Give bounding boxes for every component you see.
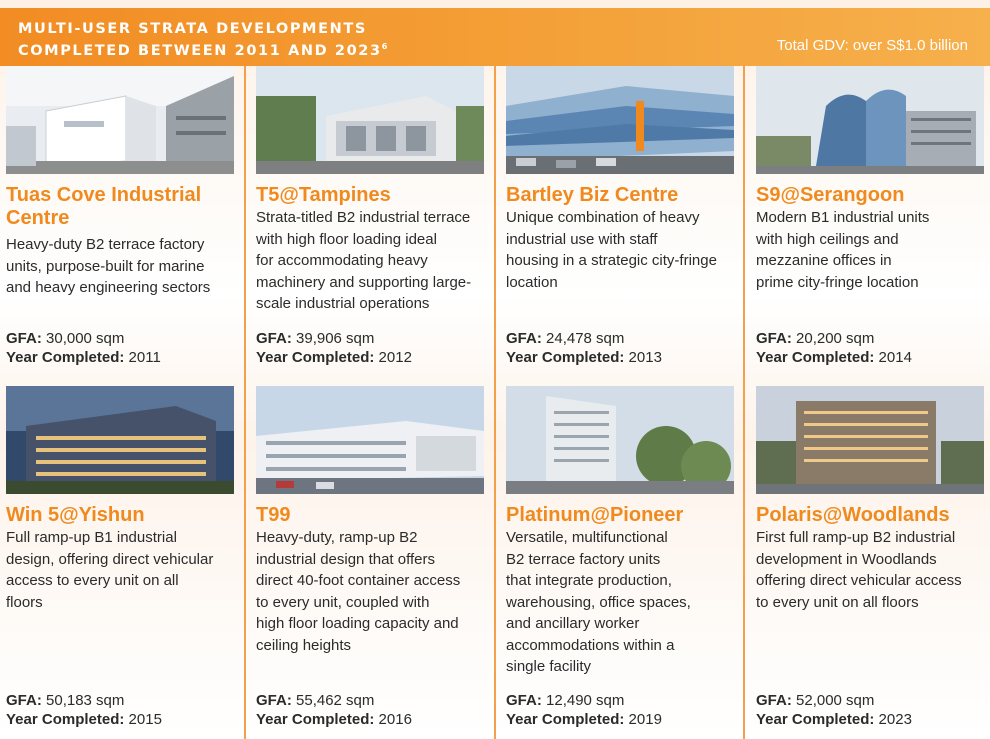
project-year: Year Completed: 2019 [506, 711, 662, 728]
project-year: Year Completed: 2015 [6, 711, 162, 728]
project-photo [6, 386, 234, 494]
project-description: First full ramp-up B2 industrial development in Woodlands offering direct vehicular access to every unit on all floors [756, 529, 962, 611]
project-gfa: GFA: 24,478 sqm [506, 330, 625, 347]
project-year: Year Completed: 2023 [756, 711, 912, 728]
project-year: Year Completed: 2013 [506, 349, 662, 366]
project-year: Year Completed: 2014 [756, 349, 912, 366]
project-name: T5@Tampines [256, 184, 391, 206]
project-name: Bartley Biz Centre [506, 184, 679, 206]
project-gfa: GFA: 52,000 sqm [756, 692, 875, 709]
project-card-platinum-pioneer [506, 386, 734, 736]
project-card-s9-serangoon [756, 66, 984, 366]
project-description: Full ramp-up B1 industrial design, offering direct vehicular access to every unit on all floors [6, 529, 214, 611]
project-name: Platinum@Pioneer [506, 504, 684, 526]
project-name: Tuas Cove Industrial Centre [6, 184, 202, 229]
column-divider [244, 66, 246, 739]
page-title: MULTI-USER STRATA DEVELOPMENTS COMPLETED BETWEEN 2011 AND 2023$^6$ [18, 21, 388, 59]
project-gfa: GFA: 39,906 sqm [256, 330, 375, 347]
project-gfa: GFA: 55,462 sqm [256, 692, 375, 709]
project-description: Heavy-duty B2 terrace factory units, purpose-built for marine and heavy engineering sectors [6, 236, 211, 296]
project-year: Year Completed: 2012 [256, 349, 412, 366]
project-description: Strata-titled B2 industrial terrace with high floor loading ideal for accommodating heavy machinery and supporting large- scale industrial operations [256, 209, 472, 312]
project-photo [256, 386, 484, 494]
project-photo [506, 66, 734, 174]
project-year: Year Completed: 2011 [6, 349, 161, 366]
project-card-t99 [256, 386, 484, 736]
column-divider [743, 66, 745, 739]
column-divider [494, 66, 496, 739]
project-photo [6, 66, 234, 174]
header-banner [0, 8, 990, 66]
project-card-tuas-cove [6, 66, 234, 366]
project-card-bartley-biz-centre [506, 66, 734, 366]
total-gdv-label: Total GDV: over S$1.0 billion [776, 37, 968, 54]
project-photo [506, 386, 734, 494]
project-name: S9@Serangoon [756, 184, 905, 206]
project-description: Heavy-duty, ramp-up B2 industrial design that offers direct 40-foot container access to every unit, coupled with high floor loading capacity and ceiling heights [256, 529, 461, 654]
project-description: Modern B1 industrial units with high ceilings and mezzanine offices in prime city-fringe location [756, 209, 930, 291]
project-year: Year Completed: 2016 [256, 711, 412, 728]
project-name: Win 5@Yishun [6, 504, 145, 526]
project-photo [256, 66, 484, 174]
project-description: Unique combination of heavy industrial use with staff housing in a strategic city-fringe location [506, 209, 717, 291]
project-gfa: GFA: 12,490 sqm [506, 692, 625, 709]
project-gfa: GFA: 50,183 sqm [6, 692, 125, 709]
footnote-marker: 6 [381, 42, 388, 51]
project-name: Polaris@Woodlands [756, 504, 950, 526]
project-description: Versatile, multifunctional B2 terrace factory units that integrate production, warehousing, office spaces, and ancillary worker accommodations within a single facility [506, 529, 691, 675]
project-card-win5-yishun [6, 386, 234, 736]
project-card-t5-tampines [256, 66, 484, 366]
project-gfa: GFA: 20,200 sqm [756, 330, 875, 347]
project-photo [756, 386, 984, 494]
project-name: T99 [256, 504, 291, 526]
project-gfa: GFA: 30,000 sqm [6, 330, 125, 347]
project-card-polaris-woodlands [756, 386, 984, 736]
project-photo [756, 66, 984, 174]
